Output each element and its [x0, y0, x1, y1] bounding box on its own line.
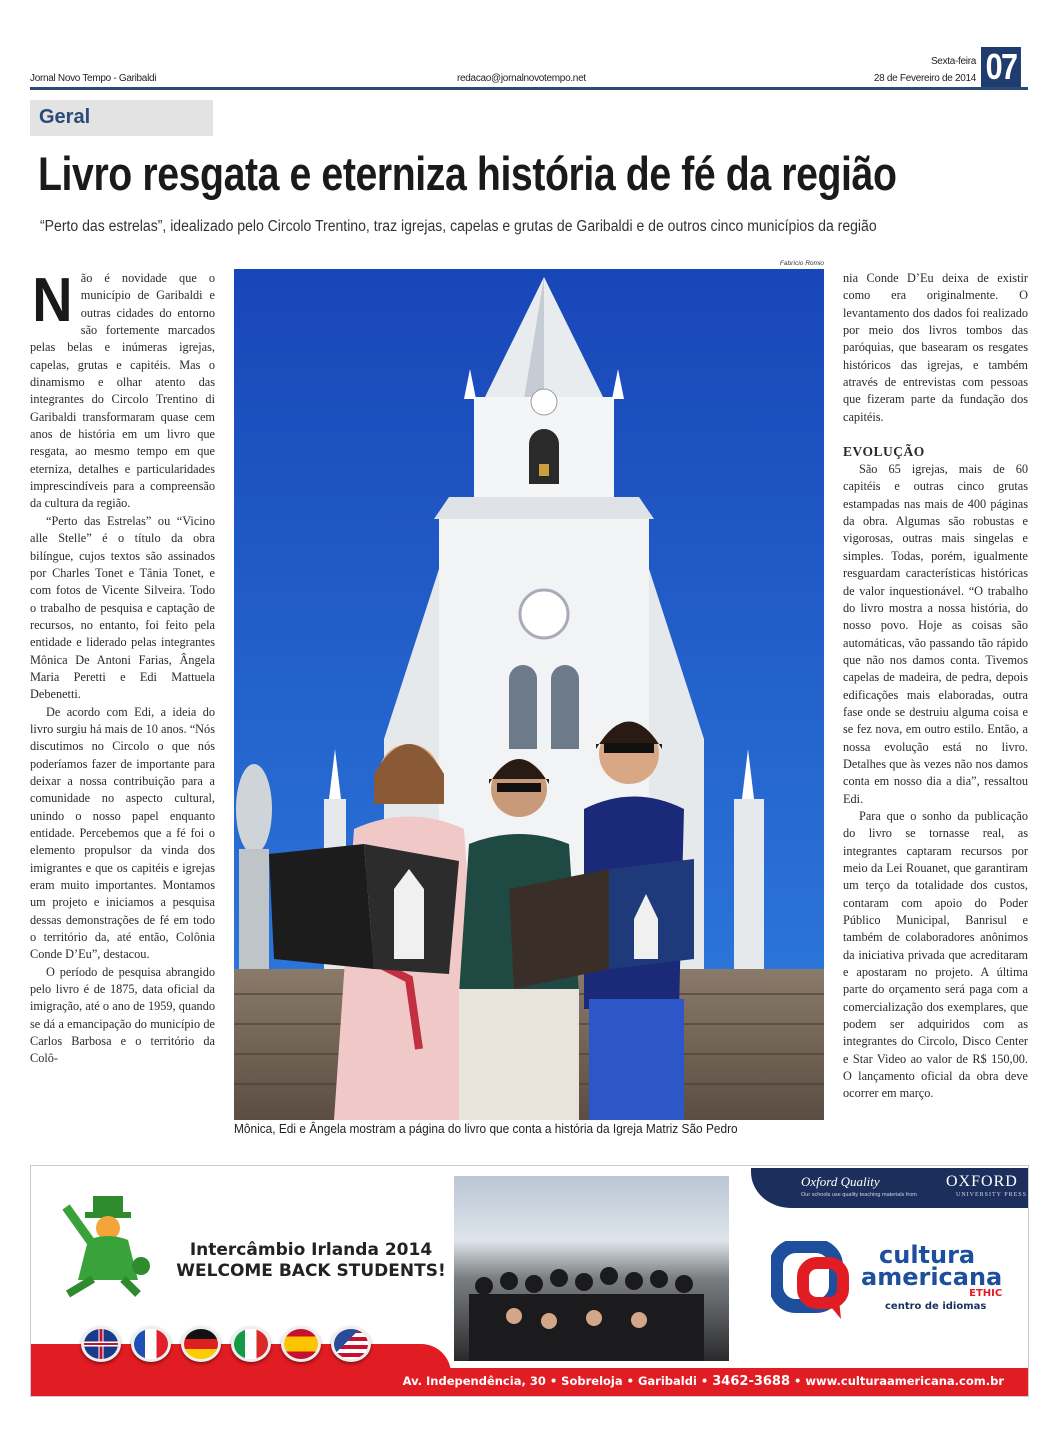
brand-line-1: cultura [879, 1241, 976, 1269]
headline: Livro resgata e eterniza história de fé da região [38, 147, 897, 200]
paragraph: O período de pesquisa abrangido pelo livro é de 1875, data oficial da imigração, até o ano de 1959, quando se dá a emancipação do município de Carlos Barbosa e o território da Colô- [30, 964, 215, 1066]
paragraph: “Perto das Estrelas” ou “Vicino alle Stelle” é o título da obra bilíngue, cujos textos são assinados por Charles Tonet e Tânia Tonet, e com fotos de Vicente Silveira. Todo o trabalho de pesquisa e captação de recursos, no entanto, foi feito pela entidade e liderado pelas integrantes Mônica De Antoni Farias, Ângela Maria Peretti e Edi Mattuela Debenetti. [30, 513, 215, 702]
paragraph: De acordo com Edi, a ideia do livro surgiu há mais de 10 anos. “Nós discutimos no Circolo o que nós poderíamos fazer de importante para deixar a nossa contribuição para a comunidade no aspecto cultural, unindo o nosso papel enquanto entidade. Percebemos que a fé foi o elemento propulsor da vinda dos imigrantes e que os capitéis e igrejas eram muito importantes. Montamos um projeto e iniciamos a pesquisa dessas demonstrações de fé em todo o território da, até então, Colônia Conde D’Eu”, destacou. [30, 704, 215, 962]
oxford-small-text: Our schools use quality teaching materials from [801, 1192, 917, 1198]
header-rule [30, 87, 1028, 90]
ad-headline-2: WELCOME BACK STUDENTS! [176, 1261, 446, 1281]
ad-phone: 3462-3688 [712, 1374, 791, 1389]
oxford-banner [751, 1168, 1028, 1208]
paragraph: Para que o sonho da publicação do livro se tornasse real, as integrantes captaram recursos por meio da Lei Rouanet, que garantiram um terço da totalidade dos custos, contaram com apoio do Poder Público Municipal, Banrisul e também de colaboradores anônimos da iniciativa privada que acreditaram e apostaram no projeto. A última parte do orçamento será paga com a comercialização dos exemplares, que podem ser adquiridos com as integrantes do Circolo, Disco Center e Star Video ao valor de R$ 150,00. O lançamento oficial da obra deve ocorrer em março. [843, 808, 1028, 1101]
italy-flag-icon [231, 1326, 271, 1362]
subheading: EVOLUÇÃO [843, 444, 925, 460]
brand-ethic: ETHIC [969, 1288, 1003, 1299]
paragraph: nia Conde D’Eu deixa de existir como era originalmente. O levantamento dos dados foi realizado por meio dos livros tombos das paróquias, que basearam os resgates históricos das igrejas, e também através de entrevistas com pessoas que fizeram parte da fundação dos capitéis. [843, 271, 1028, 424]
ad-address: Av. Independência, 30 • Sobreloja • Garibaldi • [402, 1374, 709, 1388]
subtitle: “Perto das estrelas”, idealizado pelo Circolo Trentino, traz igrejas, capelas e grutas de Garibaldi e de outros cinco municípios da região [40, 218, 877, 235]
cultura-americana-logo-icon [771, 1241, 861, 1321]
uk-flag-icon [81, 1326, 121, 1362]
paragraph: São 65 igrejas, mais de 60 capitéis e outras cinco grutas estampadas nas mais de 400 páginas da obra. Algumas são robustas e vigorosas, outras mais singelas e simples. Todas, porém, igualmente resguardam características históricas de valor inquestionável. “O trabalho do livro mostra a nossa história, do nosso povo. Hoje as coisas são automáticas, vão passando tão rápido que não nos damos conta. Tivemos capelas de madeira, de pedra, depois edificações mais elaboradas, outra fase onde se destruiu alguma coisa e se fez nova, em outro estilo. Então, a nossa evolução está no livro. Detalhes que às vezes não nos damos conta em nosso dia a dia”, ressaltou Edi. [843, 462, 1028, 806]
oxford-sub: UNIVERSITY PRESS [956, 1192, 1027, 1198]
article-column-right [843, 270, 1028, 1103]
paragraph: ão é novidade que o município de Garibaldi e outras cidades do entorno são fortemente marcados pelas belas e inúmeras igrejas, capelas, grutas e capitéis. Mas o dinamismo e olhar atento das integrantes do Circolo Trentino di Garibaldi transformaram quase cem anos de história em um livro que resgata, ao mesmo tempo em que eterniza, detalhes e particularidades imprescindíveis para a compreensão da cultura da região. [30, 271, 215, 511]
ad-headline-1: Intercâmbio Irlanda 2014 [189, 1240, 433, 1260]
issue-date: 28 de Fevereiro de 2014 [873, 73, 976, 84]
article-photo [234, 269, 824, 1120]
language-flags [81, 1326, 371, 1362]
ad-contact-line [403, 1374, 1004, 1389]
section-name: Geral [39, 106, 91, 128]
students-group-photo [454, 1176, 729, 1361]
germany-flag-icon [181, 1326, 221, 1362]
leprechaun-icon [53, 1184, 158, 1304]
section-label [30, 100, 213, 136]
spain-flag-icon [281, 1326, 321, 1362]
brand-line-2: americana [861, 1263, 1003, 1291]
page-number: 07 [981, 47, 1021, 87]
oxford-tagline: Oxford Quality [801, 1174, 880, 1189]
church-photo-illustration [234, 269, 824, 1120]
students-silhouettes [454, 1176, 729, 1361]
weekday: Sexta-feira [930, 56, 976, 67]
france-flag-icon [131, 1326, 171, 1362]
brand-tagline: centro de idiomas [885, 1301, 987, 1312]
drop-cap: N [32, 266, 73, 335]
usa-flag-icon [331, 1326, 371, 1362]
photo-credit: Fabrício Romio [779, 260, 824, 267]
photo-caption: Mônica, Edi e Ângela mostram a página do livro que conta a história da Igreja Matriz São Pedro [234, 1122, 738, 1136]
advertisement-cultura-americana[interactable] [30, 1165, 1029, 1397]
article-column-left [30, 266, 215, 1068]
oxford-logo-text: OXFORD [946, 1173, 1018, 1190]
ad-website[interactable]: • www.culturaamericana.com.br [794, 1374, 1004, 1388]
paper-name: Jornal Novo Tempo - Garibaldi [30, 73, 157, 84]
contact-email[interactable]: redacao@jornalnovotempo.net [457, 73, 586, 84]
